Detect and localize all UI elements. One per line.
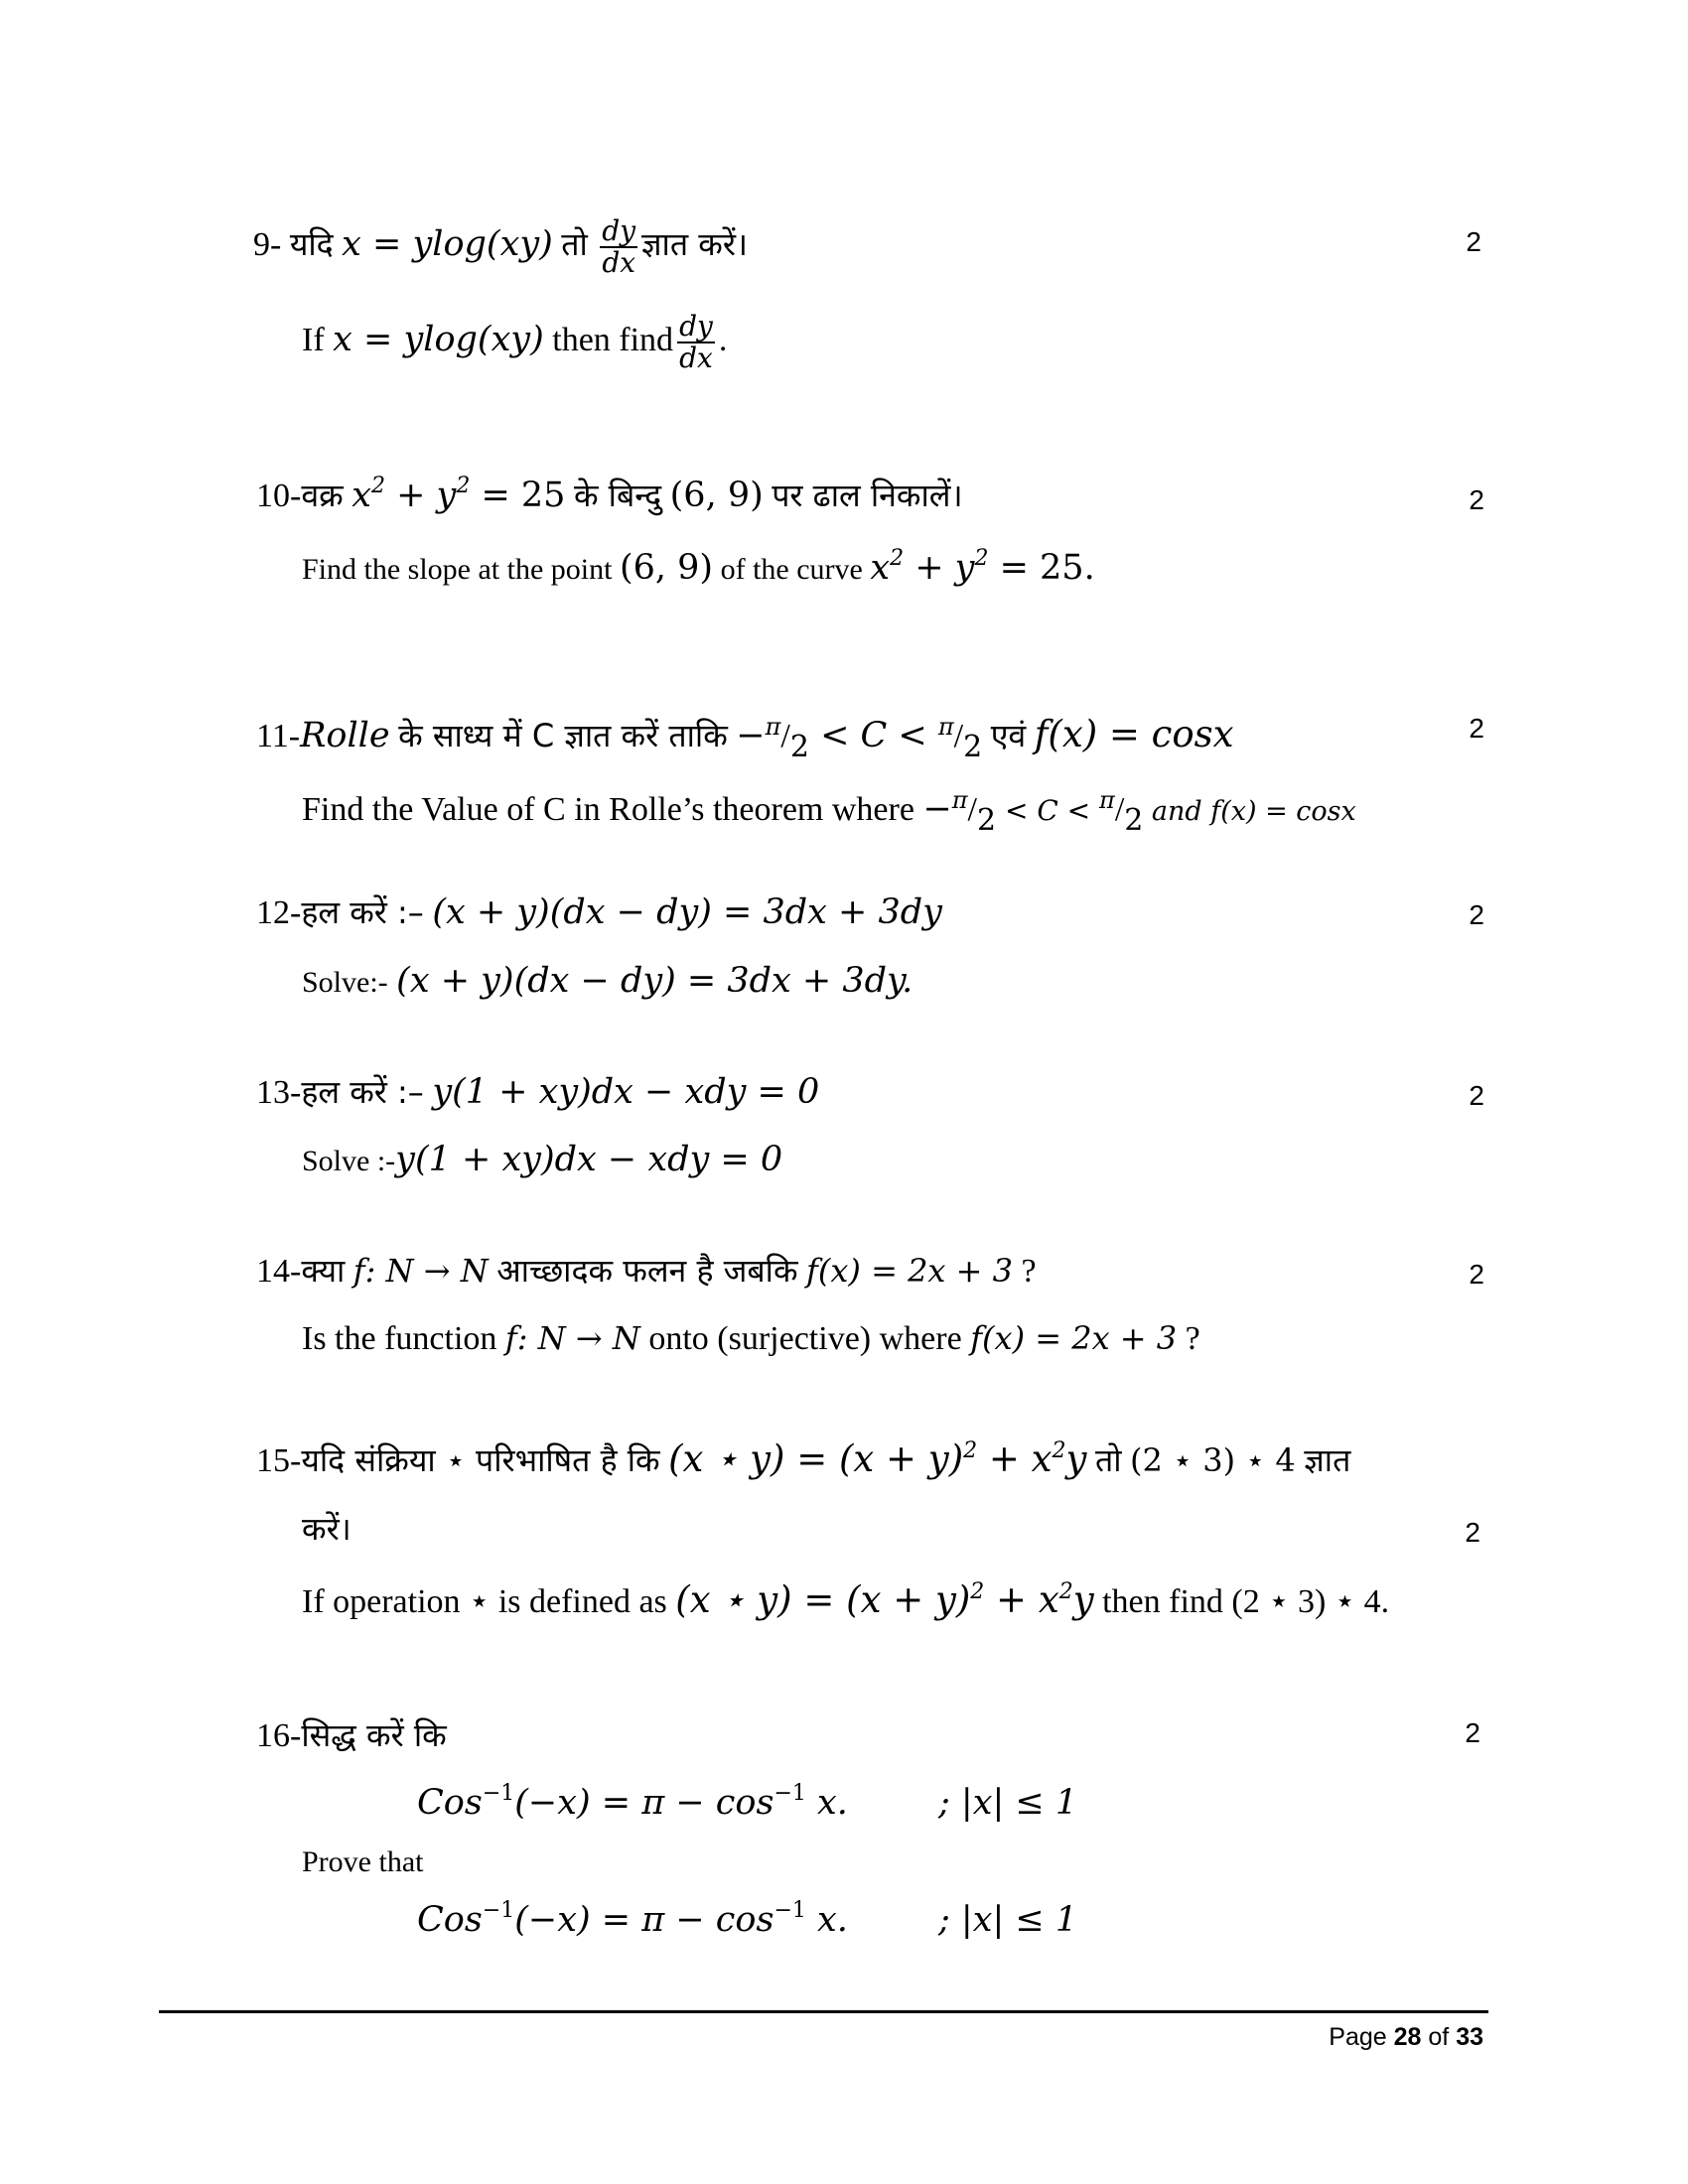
question-15-hindi-cont: करें।	[302, 1510, 352, 1548]
condition-16-b: ; |x| ≤ 1	[938, 1900, 1078, 1940]
question-15-hindi: 15-यदि संक्रिया ⋆ परिभाषित है कि (x ⋆ $y) = (x + y)^2 + x^2y$ तो (2 ⋆ 3) ⋆ 4 ज्ञात	[256, 1437, 1351, 1480]
condition-16-a: ; |x| ≤ 1	[938, 1783, 1078, 1823]
marks-15: 2	[1465, 1517, 1480, 1548]
marks-9: 2	[1466, 226, 1481, 257]
page-number: Page 28 of 33	[1329, 2023, 1483, 2051]
question-11-english: Find the Value of C in Rolle’s theorem where −$^\pi$/2 < C < $^\pi$/2 and f(x) = cosx	[302, 786, 1356, 838]
marks-10: 2	[1469, 484, 1484, 515]
question-13-hindi: 13-हल करें :– y(1 + xy)dx − xdy = 0	[256, 1072, 820, 1112]
question-15-english: If operation ⋆ is defined as (x ⋆ $y) = (x + y)^2 + x^2y$ then find (2 ⋆ 3) ⋆ 4.	[302, 1578, 1390, 1621]
question-12-hindi: 12-हल करें :– (x + y)(dx − dy) = 3dx + 3dy	[256, 892, 942, 932]
question-13-english: Solve :-y(1 + xy)dx − xdy = 0	[302, 1140, 783, 1179]
marks-11: 2	[1469, 713, 1484, 744]
question-12-english: Solve:- (x + y)(dx − dy) = 3dx + 3dy.	[302, 961, 914, 1001]
question-11-hindi: 11-Rolle के साध्य में C ज्ञात करें ताकि −$^\pi$/2 < C < $^\pi$/2 एवं f(x) = cosx	[256, 713, 1234, 764]
question-9-hindi: 9- यदि x = ylog(xy) तो $\frac{dy}{dx}$ ज्ञात करें।	[253, 214, 749, 279]
marks-14: 2	[1469, 1259, 1484, 1290]
question-16-hindi: 16-सिद्ध करें कि	[256, 1716, 447, 1754]
dy-dx-fraction-en: $\frac{dy}{dx}$	[679, 310, 713, 374]
formula-16-a: $Cos^{-1}(-x) = \pi - \cos^{-1} x$.	[417, 1781, 848, 1823]
marks-12: 2	[1469, 899, 1484, 930]
question-10-hindi: 10-वक्र $x^2 + y^2 = 25$ के बिन्दु (6, 9) पर ढाल निकालें।	[256, 474, 963, 515]
dy-dx-fraction: $\frac{dy}{dx}$	[602, 214, 636, 279]
footer-divider	[159, 2010, 1488, 2013]
question-10-english: Find the slope at the point (6, 9) of the curve $x^2 + y^2 = 25$.	[302, 546, 1095, 588]
marks-16: 2	[1465, 1717, 1480, 1748]
question-16-english: Prove that	[302, 1845, 424, 1878]
marks-13: 2	[1469, 1080, 1484, 1111]
formula-16-b: $Cos^{-1}(-x) = \pi - \cos^{-1} x$.	[417, 1898, 848, 1940]
question-14-hindi: 14-क्या f: N → N आच्छादक फलन है जबकि f(x) = 2x + 3 ?	[256, 1252, 1037, 1290]
question-14-english: Is the function f: N → N onto (surjective) where f(x) = 2x + 3 ?	[302, 1319, 1200, 1357]
question-9-english: If x = ylog(xy) then find $\frac{dy}{dx}$ .	[302, 310, 728, 374]
